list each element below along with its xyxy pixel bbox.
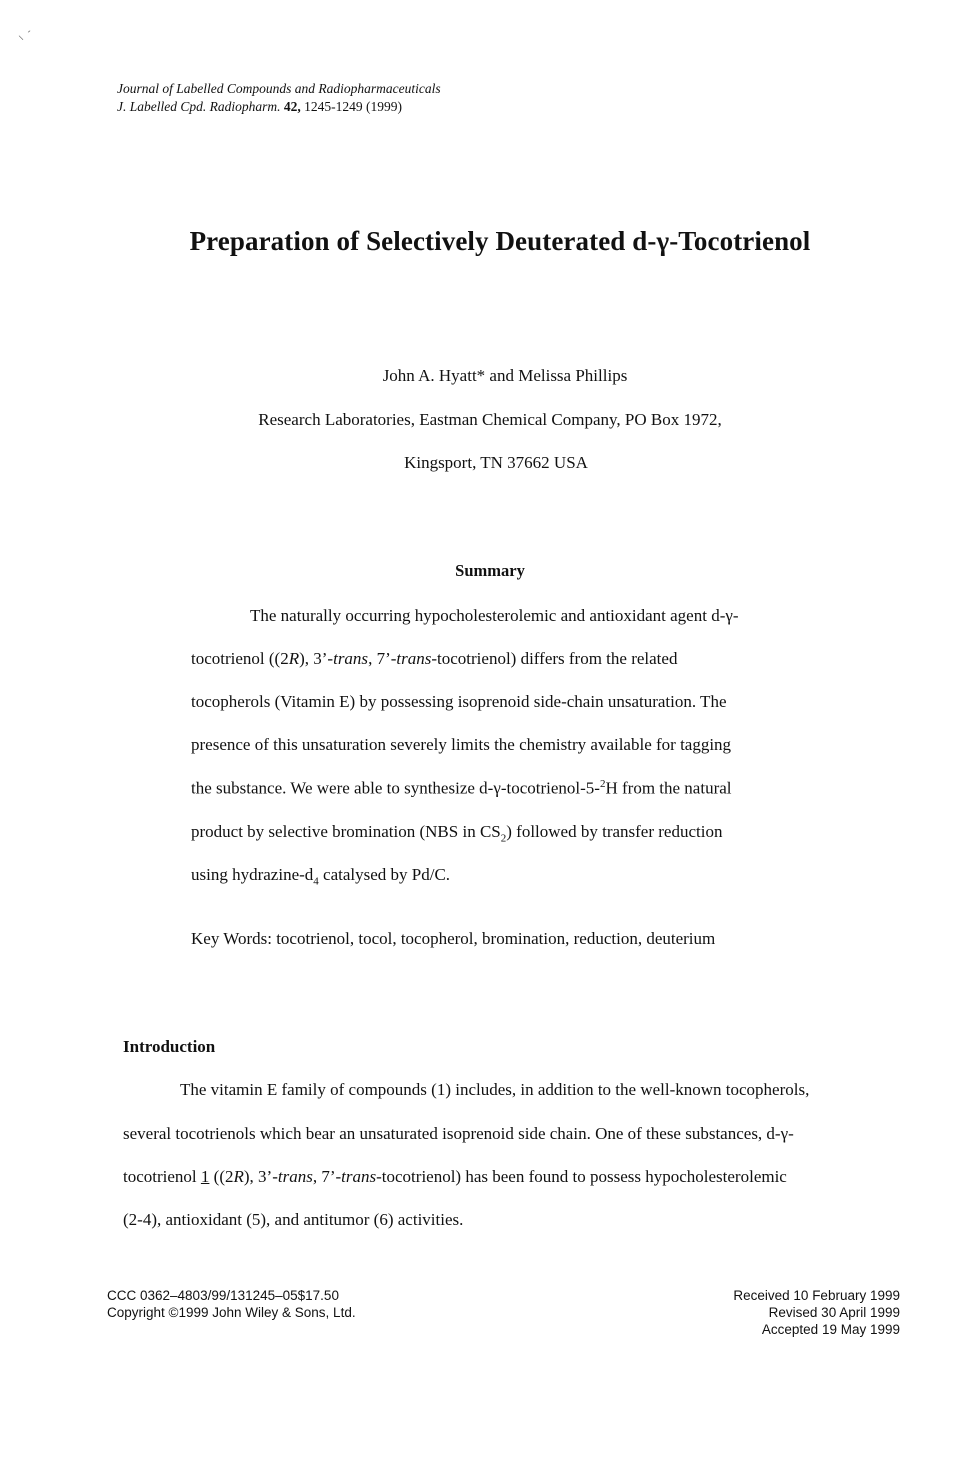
text-span: H from the natural	[605, 778, 732, 798]
summary-line-3: tocopherols (Vitamin E) by possessing isoprenoid side-chain unsaturation. The	[191, 692, 727, 711]
text-span: catalysed by Pd/C.	[318, 865, 451, 884]
received-date: Received 10 February 1999	[733, 1288, 900, 1303]
citation-pages: 1245-1249 (1999)	[304, 99, 402, 114]
text-span: R	[288, 649, 300, 668]
ccc-code: CCC 0362–4803/99/131245–05$17.50	[107, 1288, 339, 1303]
text-span: trans	[333, 649, 369, 668]
intro-line-2: several tocotrienols which bear an unsaturated isoprenoid side chain. One of these substances, d-γ-	[123, 1124, 794, 1143]
citation-volume: 42,	[283, 99, 301, 114]
copyright: Copyright ©1999 John Wiley & Sons, Ltd.	[107, 1305, 356, 1320]
text-span: product by selective bromination (NBS in CS	[191, 822, 501, 841]
text-span: ), 3’-	[299, 649, 334, 668]
summary-line-4: presence of this unsaturation severely limits the chemistry available for tagging	[191, 735, 732, 754]
text-span: trans	[341, 1167, 377, 1186]
journal-header	[117, 80, 441, 116]
subscript: 2	[500, 832, 507, 845]
text-span: tocotrienol	[123, 1167, 201, 1186]
summary-heading: Summary	[455, 561, 525, 580]
text-span: -tocotrienol) has been found to possess hypocholesterolemic	[376, 1167, 787, 1186]
intro-line-3	[123, 1167, 787, 1187]
citation-journal: J. Labelled Cpd. Radiopharm.	[117, 99, 281, 114]
text-span: ((2	[209, 1167, 234, 1186]
text-span: the substance. We were able to synthesize d-γ-tocotrienol-5-	[191, 778, 600, 798]
journal-name: Journal of Labelled Compounds and Radiopharmaceuticals	[117, 81, 441, 96]
summary-line-1: The naturally occurring hypocholesterolemic and antioxidant agent d-γ-	[250, 606, 739, 625]
text-span: ), 3’-	[243, 1167, 278, 1186]
keywords: Key Words: tocotrienol, tocol, tocopherol, bromination, reduction, deuterium	[191, 929, 716, 948]
text-span: using hydrazine-d	[191, 865, 314, 884]
text-span: -tocotrienol) differs from the related	[431, 649, 678, 668]
text-span: trans	[277, 1167, 313, 1186]
summary-line-2	[191, 649, 677, 669]
paper-title: Preparation of Selectively Deuterated d-γ-Tocotrienol	[189, 226, 811, 256]
footer-left	[107, 1287, 356, 1321]
affiliation-line-1: Research Laboratories, Eastman Chemical Company, PO Box 1972,	[258, 410, 722, 429]
text-span: R	[233, 1167, 244, 1186]
superscript: 2	[599, 778, 606, 790]
journal-citation	[117, 98, 441, 116]
intro-line-4: (2-4), antioxidant (5), and antitumor (6) activities.	[123, 1210, 464, 1229]
text-span: tocotrienol ((2	[191, 649, 289, 668]
compound-number: 1	[200, 1167, 210, 1186]
revised-date: Revised 30 April 1999	[768, 1305, 900, 1320]
introduction-heading: Introduction	[123, 1037, 216, 1056]
text-span: , 7’-	[312, 1167, 342, 1186]
subscript: 4	[313, 875, 319, 888]
footer-right	[733, 1287, 900, 1338]
text-span: trans	[396, 649, 432, 668]
authors: John A. Hyatt* and Melissa Phillips	[382, 366, 628, 385]
summary-line-5	[191, 778, 732, 799]
summary-line-7	[191, 865, 450, 887]
summary-line-6	[191, 822, 722, 844]
accepted-date: Accepted 19 May 1999	[761, 1322, 900, 1337]
affiliation-line-2: Kingsport, TN 37662 USA	[404, 453, 588, 472]
intro-line-1: The vitamin E family of compounds (1) includes, in addition to the well-known tocopherols,	[180, 1080, 810, 1099]
text-span: ) followed by transfer reduction	[506, 822, 723, 841]
scan-mark: ⸜ ˊ	[18, 28, 31, 42]
text-span: , 7’-	[368, 649, 397, 668]
